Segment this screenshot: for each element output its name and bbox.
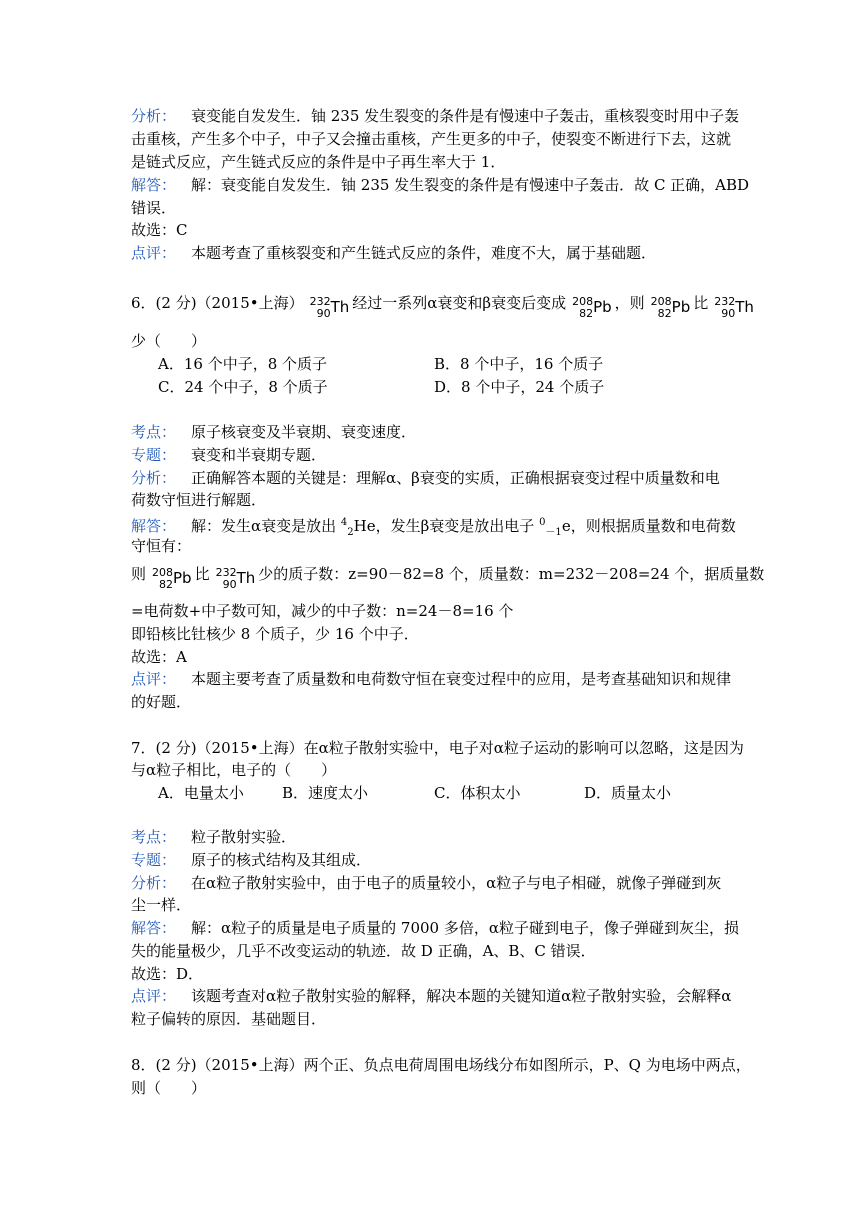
he-mass-sup: 4 [340,517,348,528]
pb-mass-number: 208 [572,294,594,308]
e-charge-sub: －1 [545,527,562,538]
q8-stem-line-2: 则（ ） [131,1079,207,1097]
q5-review-line [131,242,656,264]
q6-review-line-1 [131,668,731,690]
thorium-232-nuclide [216,567,256,591]
topic-label: 专题： [131,851,177,869]
q7-option-d: D．质量太小 [584,784,672,802]
q6-answer-line-2: 守恒有： [131,537,192,555]
q6-answer-line-4: =电荷数+中子数可知，减少的中子数：n=24－8=16 个 [131,602,514,620]
he-charge-sub: 2 [347,527,354,538]
topic-label: 专题： [131,446,177,464]
q7-topic-line [131,849,371,871]
q6-answer-text-a: 解：发生α衰变是放出 [191,517,341,535]
answer-label: 解答： [131,919,177,937]
lead-208-nuclide [651,296,691,320]
q6-answer-line-1 [131,512,736,544]
q6-stem-line-2: 少（ ） [131,332,207,350]
pb-symbol: Pb [173,569,192,587]
answer-label: 解答： [131,176,177,194]
q6-stem-then: ，则 [614,294,645,312]
q6-topic-text: 衰变和半衰期专题． [191,446,327,464]
pb-atomic-number: 82 [159,577,174,591]
th-atomic-number: 90 [721,306,736,320]
th-atomic-number: 90 [316,306,331,320]
q6-review-line-2: 的好题． [131,693,192,711]
q6-answer-then: 则 [131,565,147,583]
q6-stem-line-1 [131,292,757,320]
pb-symbol: Pb [593,298,612,316]
q7-topic-text: 原子的核式结构及其组成． [191,851,372,869]
q7-option-b: B．速度太小 [282,784,369,802]
q6-stem-than: 比 [693,294,709,312]
q6-answer-text-d: 少的质子数：z=90－82=8 个，质量数：m=232－208=24 个，据质量数 [258,565,765,583]
pb-symbol: Pb [671,298,691,316]
q7-review-line-2: 粒子偏转的原因．基础题目． [131,1010,327,1028]
pb-mass-number: 208 [650,294,672,308]
q7-analysis-line-1 [131,872,721,894]
q6-answer-line-3 [131,563,764,591]
q6-review-text: 本题主要考查了质量数和电荷数守恒在衰变过程中的应用，是考查基础知识和规律 [191,670,732,688]
q7-point-line [131,826,296,848]
q6-stem-prefix: 6．(2 分)（2015•上海） [131,294,304,312]
q6-option-c: C．24 个中子，8 个质子 [158,378,328,396]
q7-review-text: 该题考查对α粒子散射实验的解释，解决本题的关键知道α粒子散射实验，会解释α [191,987,732,1005]
th-mass-number: 232 [215,565,237,579]
review-label: 点评： [131,987,177,1005]
thorium-232-nuclide [310,296,350,320]
q7-stem-line-1: 7．(2 分)（2015•上海）在α粒子散射实验中，电子对α粒子运动的影响可以忽略，这是因为 [131,739,744,757]
q6-option-a: A．16 个中子，8 个质子 [158,355,327,373]
lead-208-nuclide [572,296,612,320]
q5-answer-line-2: 错误． [131,199,177,217]
q7-option-c: C．体积太小 [434,784,521,802]
q6-point-line [131,421,416,443]
q7-answer-text: 解：α粒子的质量是电子质量的 7000 多倍，α粒子碰到电子，像子弹碰到灰尘，损 [191,919,739,937]
q5-choice: 故选：C [131,221,188,239]
q5-analysis-line-2: 击重核，产生多个中子，中子又会撞击重核，产生更多的中子，使裂变不断进行下去，这就 [131,130,732,148]
q7-answer-line-2: 失的能量极少，几乎不改变运动的轨迹．故 D 正确，A、B、C 错误． [131,942,596,960]
q6-choice: 故选：A [131,648,187,666]
q7-analysis-line-2: 尘一样． [131,896,192,914]
point-label: 考点： [131,423,177,441]
q5-review-text: 本题考查了重核裂变和产生链式反应的条件，难度不大，属于基础题． [191,244,657,262]
q6-answer-line-5: 即铅核比钍核少 8 个质子，少 16 个中子． [131,625,419,643]
q5-analysis-line-1 [131,105,739,127]
answer-label: 解答： [131,517,177,535]
thorium-232-nuclide [714,296,754,320]
th-symbol: Th [236,569,256,587]
lead-208-nuclide [152,567,192,591]
analysis-label: 分析： [131,107,177,125]
q6-option-b: B．8 个中子，16 个质子 [434,355,604,373]
q6-answer-text-c: e，则根据质量数和电荷数 [561,517,736,535]
q6-option-d: D．8 个中子，24 个质子 [434,378,605,396]
q7-analysis-text: 在α粒子散射实验中，由于电子的质量较小，α粒子与电子相碰，就像子弹碰到灰 [191,874,722,892]
q6-topic-line [131,444,326,466]
review-label: 点评： [131,670,177,688]
e-mass-sup: 0 [539,517,546,528]
th-mass-number: 232 [309,294,331,308]
th-symbol: Th [330,298,350,316]
analysis-label: 分析： [131,874,177,892]
q7-choice: 故选：D． [131,965,204,983]
pb-atomic-number: 82 [579,306,594,320]
q8-stem-line-1: 8．(2 分)（2015•上海）两个正、负点电荷周围电场线分布如图所示，P、Q 为电场中两点， [131,1056,751,1074]
analysis-label: 分析： [131,469,177,487]
pb-atomic-number: 82 [657,306,672,320]
q6-analysis-text: 正确解答本题的关键是：理解α、β衰变的实质，正确根据衰变过程中质量数和电 [191,469,720,487]
q7-point-text: 粒子散射实验． [191,828,297,846]
q7-option-a: A．电量太小 [158,784,244,802]
pb-mass-number: 208 [152,565,174,579]
q6-stem-mid: 经过一系列α衰变和β衰变后变成 [352,294,567,312]
q7-review-line-1 [131,985,731,1007]
review-label: 点评： [131,244,177,262]
q6-point-text: 原子核衰变及半衰期、衰变速度． [191,423,417,441]
q5-analysis-line-3: 是链式反应，产生链式反应的条件是中子再生率大于 1． [131,153,506,171]
q6-analysis-line-2: 荷数守恒进行解题． [131,491,267,509]
q5-analysis-text: 衰变能自发发生．铀 235 发生裂变的条件是有慢速中子轰击，重核裂变时用中子轰 [191,107,740,125]
th-mass-number: 232 [714,294,736,308]
th-symbol: Th [735,298,754,316]
q6-analysis-line-1 [131,467,720,489]
q6-answer-text-b: He，发生β衰变是放出电子 [353,517,540,535]
q7-answer-line-1 [131,917,739,939]
q7-stem-line-2: 与α粒子相比，电子的（ ） [131,761,337,779]
q5-answer-text: 解：衰变能自发发生．铀 235 发生裂变的条件是有慢速中子轰击．故 C 正确，ABD [191,176,750,194]
q5-answer-line-1 [131,174,749,196]
point-label: 考点： [131,828,177,846]
q6-answer-than: 比 [194,565,210,583]
th-atomic-number: 90 [222,577,237,591]
